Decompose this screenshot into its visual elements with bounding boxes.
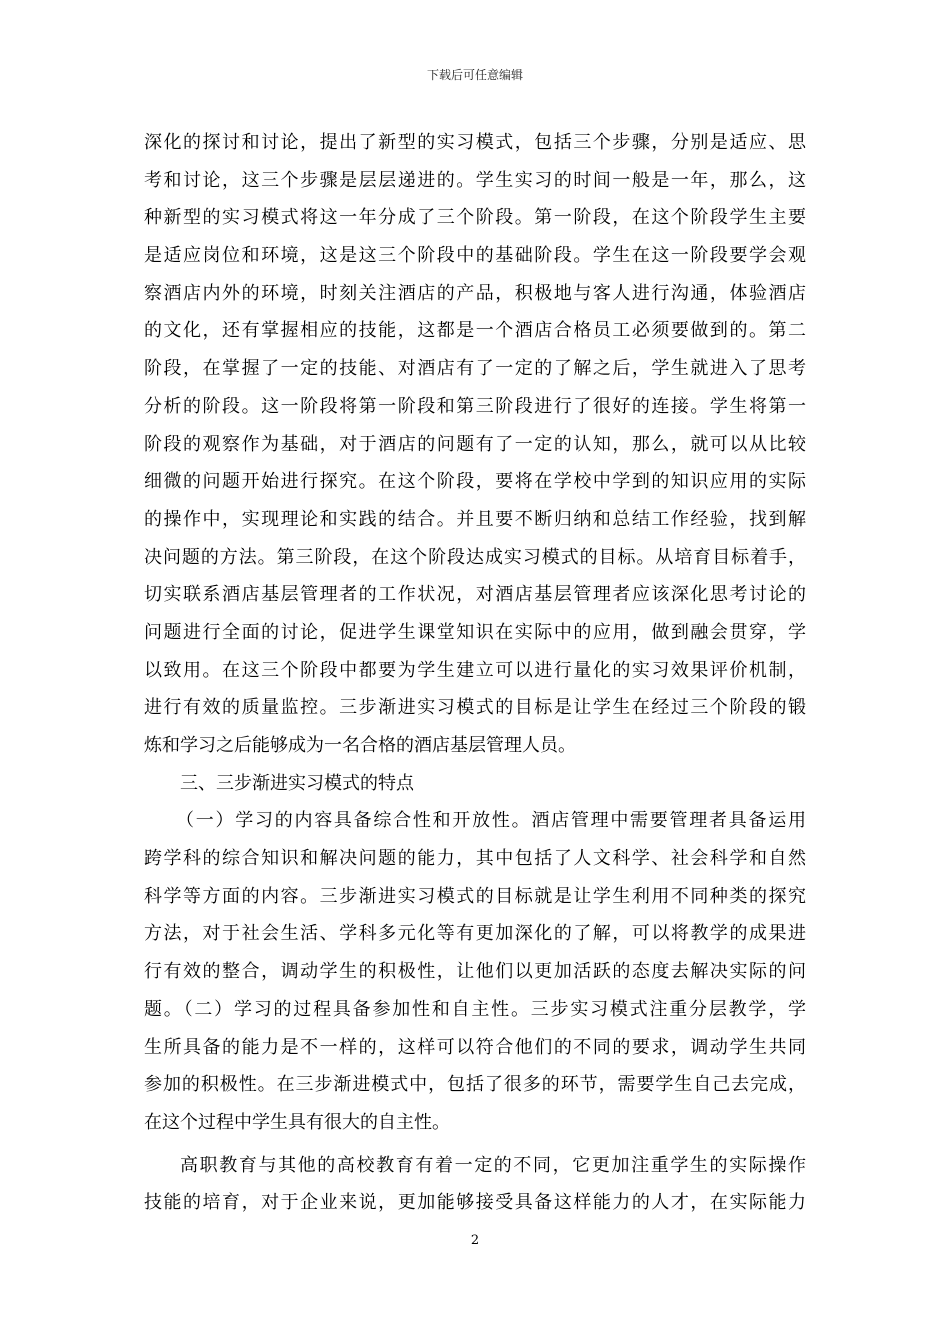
text-line: 阶段，在掌握了一定的技能、对酒店有了一定的了解之后，学生就进入了思考 <box>144 358 806 380</box>
document-body <box>144 124 806 1222</box>
text-line: 阶段的观察作为基础，对于酒店的问题有了一定的认知，那么，就可以从比较 <box>144 433 806 455</box>
text-line: 高职教育与其他的高校教育有着一定的不同，它更加注重学生的实际操作 <box>180 1154 806 1176</box>
text-line: 技能的培育，对于企业来说，更加能够接受具备这样能力的人才，在实际能力 <box>144 1192 806 1214</box>
text-line: 方法，对于社会生活、学科多元化等有更加深化的了解，可以将教学的成果进 <box>144 923 806 945</box>
text-line: 切实联系酒店基层管理者的工作状况，对酒店基层管理者应该深化思考讨论的 <box>144 584 806 606</box>
text-line: 以致用。在这三个阶段中都要为学生建立可以进行量化的实习效果评价机制， <box>144 659 806 681</box>
text-line: 的操作中，实现理论和实践的结合。并且要不断归纳和总结工作经验，找到解 <box>144 508 806 530</box>
text-line: 深化的探讨和讨论，提出了新型的实习模式，包括三个步骤，分别是适应、思 <box>144 132 806 153</box>
text-line: 行有效的整合，调动学生的积极性，让他们以更加活跃的态度去解决实际的问 <box>144 961 806 983</box>
text-line: （一）学习的内容具备综合性和开放性。酒店管理中需要管理者具备运用 <box>176 810 806 832</box>
text-line: 跨学科的综合知识和解决问题的能力，其中包括了人文科学、社会科学和自然 <box>144 848 806 870</box>
text-line: 炼和学习之后能够成为一名合格的酒店基层管理人员。 <box>144 735 576 756</box>
text-line: 种新型的实习模式将这一年分成了三个阶段。第一阶段，在这个阶段学生主要 <box>144 207 806 229</box>
section-heading <box>144 765 806 803</box>
heading-line: 三、三步渐进实习模式的特点 <box>180 772 414 794</box>
text-line: 参加的积极性。在三步渐进模式中，包括了很多的环节，需要学生自己去完成， <box>144 1074 806 1096</box>
text-line: 生所具备的能力是不一样的，这样可以符合他们的不同的要求，调动学生共同 <box>144 1036 806 1058</box>
text-line: 察酒店内外的环境，时刻关注酒店的产品，积极地与客人进行沟通，体验酒店 <box>144 282 806 304</box>
text-line: 决问题的方法。第三阶段，在这个阶段达成实习模式的目标。从培育目标着手， <box>144 546 806 568</box>
text-line: 是适应岗位和环境，这是这三个阶段中的基础阶段。学生在这一阶段要学会观 <box>144 245 806 267</box>
text-line: 细微的问题开始进行探究。在这个阶段，要将在学校中学到的知识应用的实际 <box>144 471 806 493</box>
page-number: 2 <box>470 1233 480 1248</box>
text-line: 科学等方面的内容。三步渐进实习模式的目标就是让学生利用不同种类的探究 <box>144 885 806 907</box>
page-header: 下载后可任意编辑 <box>426 68 523 82</box>
paragraph-characteristics <box>144 802 806 1141</box>
text-line: 考和讨论，这三个步骤是层层递进的。学生实习的时间一般是一年，那么，这 <box>144 169 806 191</box>
paragraph-vocational-education <box>144 1147 806 1222</box>
text-line: 的文化，还有掌握相应的技能，这都是一个酒店合格员工必须要做到的。第二 <box>144 320 806 342</box>
text-line: 题。（二）学习的过程具备参加性和自主性。三步实习模式注重分层教学，学 <box>144 998 806 1020</box>
paragraph-stage-description <box>144 124 806 765</box>
text-line: 进行有效的质量监控。三步渐进实习模式的目标是让学生在经过三个阶段的锻 <box>144 697 806 719</box>
text-line: 分析的阶段。这一阶段将第一阶段和第三阶段进行了很好的连接。学生将第一 <box>144 395 806 417</box>
text-line: 在这个过程中学生具有很大的自主性。 <box>144 1111 450 1133</box>
text-line: 问题进行全面的讨论，促进学生课堂知识在实际中的应用，做到融会贯穿，学 <box>144 621 806 643</box>
